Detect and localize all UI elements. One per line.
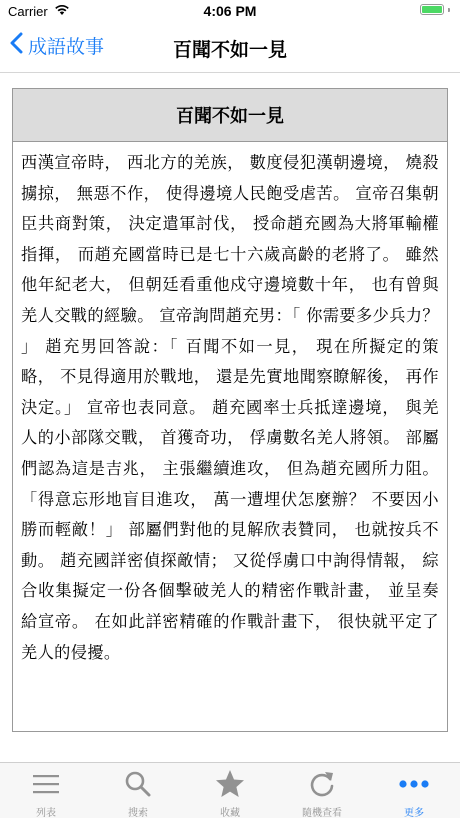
tab-more[interactable]: [368, 763, 460, 818]
carrier-label: Carrier: [8, 4, 48, 19]
tab-label: 收藏: [220, 808, 240, 818]
tab-bar: [0, 762, 460, 818]
tab-search[interactable]: [92, 763, 184, 818]
tab-label: 隨機查看: [302, 808, 342, 818]
tab-random[interactable]: [276, 763, 368, 818]
battery-tip: [448, 8, 450, 12]
battery-icon: [420, 4, 444, 15]
tab-label: 更多: [404, 808, 424, 818]
story-card: [12, 88, 448, 732]
tab-label: 列表: [36, 808, 56, 818]
battery-fill: [422, 6, 442, 13]
star-icon: [215, 769, 245, 799]
status-bar: [0, 0, 460, 22]
tab-label: 搜索: [128, 808, 148, 818]
story-body: 西漢宣帝時， 西北方的羌族， 數度侵犯漢朝邊境， 燒殺擄掠， 無惡不作， 使得邊境人民飽受虐苦。 宣帝召集朝臣共商對策， 決定遣軍討伐， 授命趙充國為大將軍輸權指揮， 而趙充國當時已是七十六歲高齡的老將了。 雖然他年紀老大， 但朝廷看重他戍守邊境數十年， 也有曾與羌人交戰的經驗。 宣帝詢問趙充男：「 你需要多少兵力？ 」 趙充男回答說：「 百聞不如一見， 現在所擬定的策略， 不見得適用於戰地， 還是先實地聞察瞭解後， 再作決定。」 宣帝也表同意。 趙充國率士兵抵達邊境， 與羌人的小部隊交戰， 首獲奇功， 俘虜數名羌人將領。 部屬們認為這是吉兆， 主張繼續進攻， 但為趙充國所力阻。 「得意忘形地盲目進攻， 萬一遭埋伏怎麼辦？ 不要因小勝而輕敵！」 部屬們對他的見解欣表贊同， 也就按兵不動。 趙充國詳密偵探敵情； 又從俘虜口中詢得情報， 綜合收集擬定一份各個擊破羌人的精密作戰計畫， 並呈奏給宣帝。 在如此詳密精確的作戰計畫下， 很快就平定了羌人的侵擾。: [21, 153, 439, 662]
page-title: 百聞不如一見: [172, 39, 287, 61]
nav-bar: [0, 22, 460, 73]
list-icon: [31, 769, 61, 799]
story-title: 百聞不如一見: [13, 89, 447, 142]
tab-favorites[interactable]: [184, 763, 276, 818]
refresh-icon: [307, 769, 337, 799]
status-time: 4:06 PM: [203, 3, 257, 19]
search-icon: [123, 769, 153, 799]
tab-list[interactable]: [0, 763, 92, 818]
status-right: [420, 4, 450, 15]
more-icon: [399, 769, 429, 799]
back-button-label: 成語故事: [28, 36, 105, 58]
